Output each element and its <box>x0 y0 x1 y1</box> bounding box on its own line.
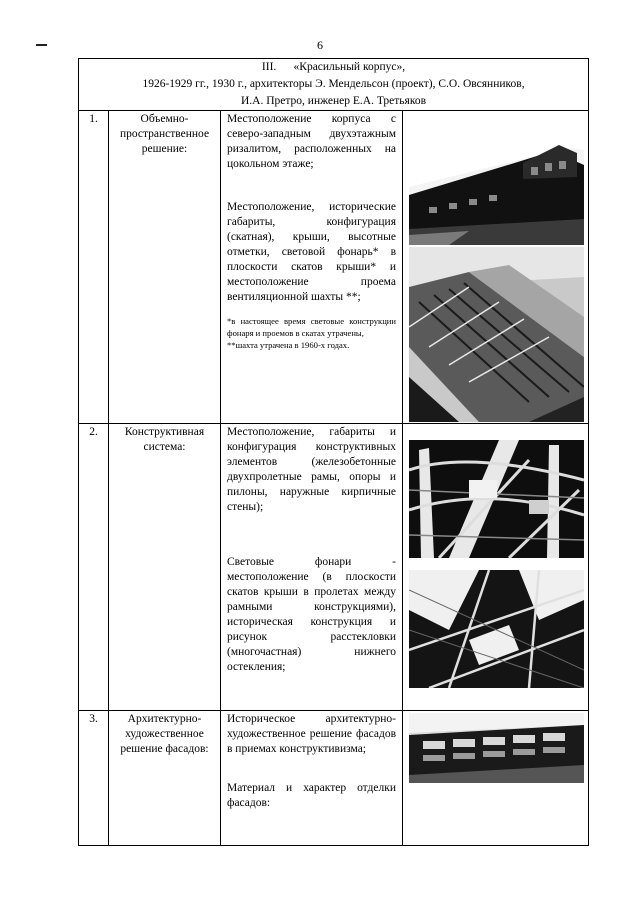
row-number: 1. <box>79 111 109 424</box>
interior-frames-photo <box>409 440 584 558</box>
row-description <box>221 111 403 424</box>
section-header-row <box>79 59 589 111</box>
page-number: 6 <box>317 38 323 52</box>
table-row-2 <box>79 424 589 711</box>
interior-skylight-photo <box>409 570 584 688</box>
footnotes <box>227 315 396 351</box>
row-label: Объемно-пространственное решение: <box>109 111 221 424</box>
row-label: Архитектурно-художественное решение фасадов: <box>109 711 221 846</box>
section-header <box>79 59 589 111</box>
section-header-line1: III. «Красильный корпус», <box>261 61 406 73</box>
table-row-1 <box>79 111 589 424</box>
row-label: Конструктивная система: <box>109 424 221 711</box>
facade-photo <box>409 713 584 783</box>
row-number: 2. <box>79 424 109 711</box>
building-exterior-photo <box>409 135 584 245</box>
row-images <box>403 111 589 424</box>
footnote: *в настоящее время световые конструкции фонаря и проемов в скатах утрачены, <box>227 316 396 338</box>
row-number: 3. <box>79 711 109 846</box>
description-block: Световые фонари - местоположение (в плоскости скатов крыши в пролетах между рамными конструкциями), историческая конструкция и рисунок расстекловки (многочастная) нижнего остекления; <box>227 556 396 673</box>
row-description <box>221 711 403 846</box>
footnote: **шахта утрачена в 1960-х годах. <box>227 340 350 350</box>
description-block: Историческое архитектурно-художественное решение фасадов в приемах конструктивизма; <box>227 713 396 755</box>
section-header-line3: И.А. Претро, инженер Е.А. Третьяков <box>240 95 427 107</box>
monument-table <box>78 58 589 846</box>
description-block: Материал и характер отделки фасадов: <box>227 782 396 809</box>
description-block: Местоположение, исторические габариты, конфигурация (скатная), крыши, высотные отметки, световой фонарь* в плоскости скатов крыши* и местоположение проема вентиляционной шахты **; <box>227 201 396 303</box>
row-images <box>403 711 589 846</box>
table-row-3 <box>79 711 589 846</box>
roof-skylight-photo <box>409 247 584 422</box>
row-images <box>403 424 589 711</box>
section-header-line2: 1926-1929 гг., 1930 г., архитекторы Э. Мендельсон (проект), С.О. Овсянников, <box>142 78 525 90</box>
row-description <box>221 424 403 711</box>
scan-mark <box>36 44 47 46</box>
description-block: Местоположение корпуса с северо-западным двухэтажным ризалитом, расположенных на цокольном этаже; <box>227 113 396 170</box>
description-block: Местоположение, габариты и конфигурация конструктивных элементов (железобетонные двухпролетные рамы, опоры и пилоны, наружные кирпичные стены); <box>227 426 396 513</box>
